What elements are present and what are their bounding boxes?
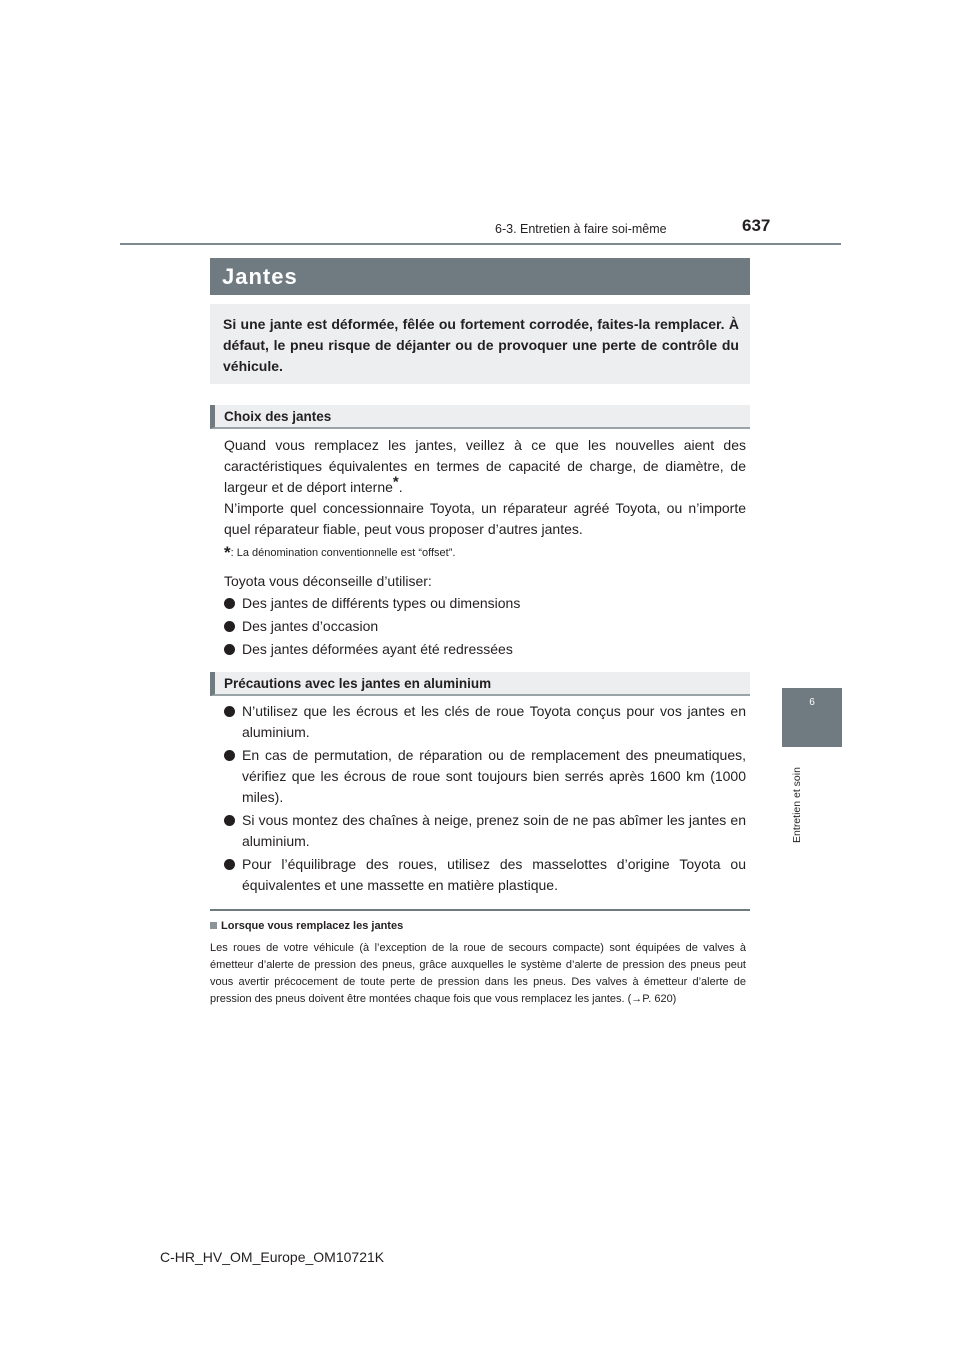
note-divider [210,909,750,911]
bullet-icon [224,598,235,609]
section1-paragraph-2: N’importe quel concessionnaire Toyota, un réparateur agréé Toyota, ou n’importe quel réparateur fiable, peut vous proposer d’autres jantes. [224,500,746,537]
list-item: Si vous montez des chaînes à neige, prenez soin de ne pas abîmer les jantes en aluminium. [224,810,746,852]
page-title: Jantes [210,258,750,295]
list-item: Des jantes d’occasion [224,616,746,637]
bullet-icon [224,644,235,655]
chapter-number: 6 [809,697,815,708]
bullet-icon [224,859,235,870]
footnote-text: : La dénomination conventionnelle est “offset”. [230,547,456,559]
bullet-icon [224,621,235,632]
note-body: Les roues de votre véhicule (à l’exception de la roue de secours compacte) sont équipées de valves à émetteur d’alerte de pression des pneus, grâce auxquelles le système d’alerte de pression des pneus peut vous avertir précocement de toute perte de pression dans les pneus. Des valves à émetteur d’alerte de pression des pneus doivent être montées chaque fois que vous remplacez les jantes. (→P. 620) [210,942,746,1005]
note-heading: Lorsque vous remplacez les jantes [210,920,403,932]
section1-lead: Toyota vous déconseille d’utiliser: [224,573,432,589]
chapter-side-label [789,760,805,850]
square-bullet-icon [210,922,217,929]
section-heading-choix: Choix des jantes [210,405,750,429]
list-item: N’utilisez que les écrous et les clés de roue Toyota conçus pour vos jantes en aluminium. [224,701,746,743]
list-item: Des jantes déformées ayant été redressées [224,639,746,660]
bullet-icon [224,706,235,717]
section-heading-precautions: Précautions avec les jantes en aluminium [210,672,750,696]
intro-text: Si une jante est déformée, fêlée ou fortement corrodée, faites-la remplacer. À défaut, le pneu risque de déjanter ou de provoquer une perte de contrôle du véhicule. [223,316,739,374]
para1-text: Quand vous remplacez les jantes, veillez à ce que les nouvelles aient des caractéristiques équivalentes en termes de capacité de charge, de diamètre, de largeur et de déport interne [224,437,746,495]
header-section-title: 6-3. Entretien à faire soi-même [495,222,667,236]
bullet-icon [224,750,235,761]
chapter-tab [782,688,842,747]
section1-bullet-list [224,593,746,662]
footnote-marker: * [392,473,399,491]
footer-doc-code: C-HR_HV_OM_Europe_OM10721K [160,1249,385,1265]
list-item: En cas de permutation, de réparation ou de remplacement des pneumatiques, vérifiez que les écrous de roue sont toujours bien serrés après 1600 km (1000 miles). [224,745,746,808]
footnote-star: * [224,543,231,562]
bullet-icon [224,815,235,826]
page-number: 637 [742,216,771,235]
para1-end: . [398,479,403,495]
intro-warning-box [210,304,750,384]
list-item: Pour l’équilibrage des roues, utilisez des masselottes d’origine Toyota ou équivalentes et une massette en matière plastique. [224,854,746,896]
chapter-label: Entretien et soin [791,767,803,843]
section1-paragraph-1 [224,435,746,498]
header-divider [120,243,841,245]
footnote [224,543,746,562]
section2-bullet-list [224,701,746,898]
list-item: Des jantes de différents types ou dimensions [224,593,746,614]
